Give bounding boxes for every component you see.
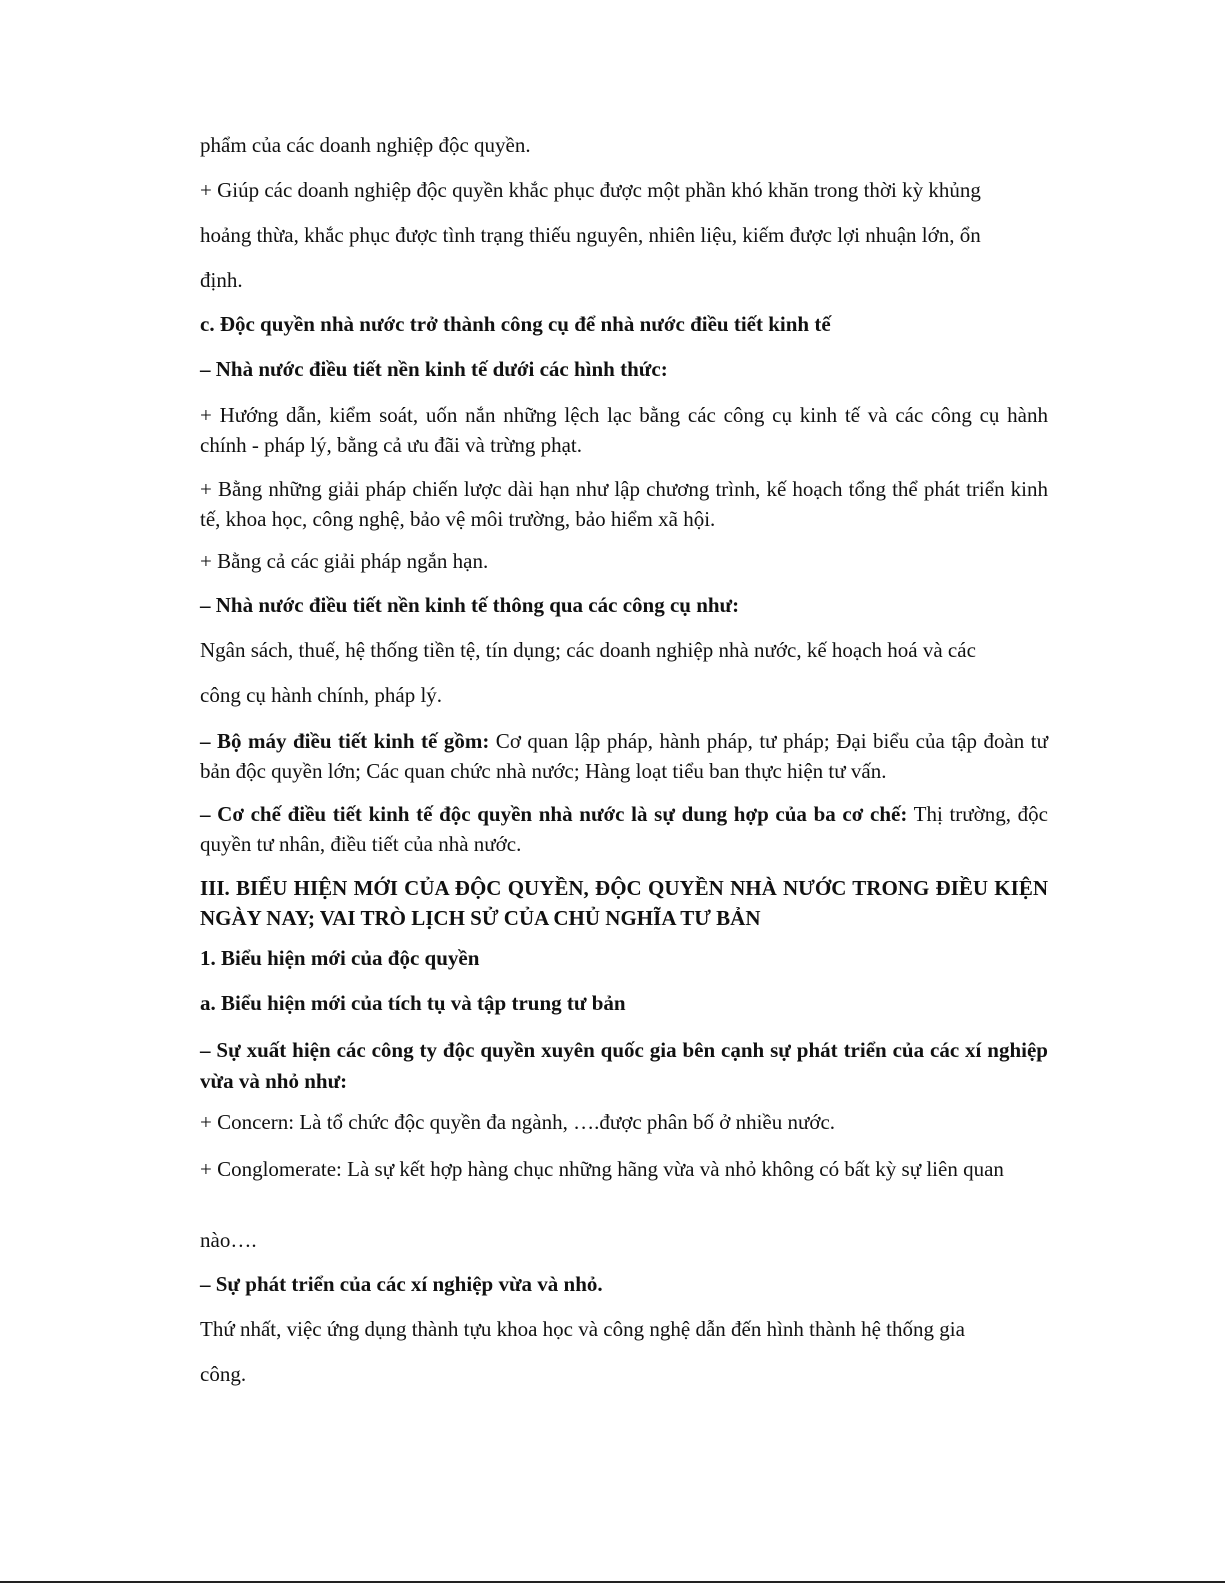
subsection-heading: – Nhà nước điều tiết nền kinh tế thông qua các công cụ như: (200, 593, 740, 617)
paragraph-text: hoảng thừa, khắc phục được tình trạng thiếu nguyên, nhiên liệu, kiếm được lợi nhuận lớn, ổn (200, 223, 981, 247)
apparatus-text: Cơ quan lập pháp, hành pháp, tư pháp; Đại biểu của tập đoàn tư bản độc quyền lớn; Các quan chức nhà nước; Hàng loạt tiểu ban thực hiện tư vấn. (200, 729, 1049, 783)
paragraph-text: + Bằng cả các giải pháp ngắn hạn. (200, 549, 489, 573)
section-heading: a. Biểu hiện mới của tích tụ và tập trung tư bản (200, 991, 626, 1015)
paragraph-text: + Concern: Là tổ chức độc quyền đa ngành, ….được phân bố ở nhiều nước. (200, 1110, 836, 1134)
paragraph-text: nào…. (200, 1228, 257, 1252)
paragraph-text: định. (200, 268, 243, 292)
paragraph-text: công. (200, 1362, 247, 1386)
subsection-heading: – Sự phát triển của các xí nghiệp vừa và nhỏ. (200, 1272, 603, 1296)
subsection-heading: – Sự xuất hiện các công ty độc quyền xuyên quốc gia bên cạnh sự phát triển của các xí nghiệp vừa và nhỏ như: (200, 1038, 1048, 1093)
paragraph-text: + Hướng dẫn, kiểm soát, uốn nắn những lệch lạc bằng các công cụ kinh tế và các công cụ hành chính - pháp lý, bằng cả ưu đãi và trừng phạt. (200, 403, 1048, 457)
paragraph-text: phẩm của các doanh nghiệp độc quyền. (200, 133, 531, 157)
section-heading: c. Độc quyền nhà nước trở thành công cụ để nhà nước điều tiết kinh tế (200, 312, 831, 336)
paragraph-text: công cụ hành chính, pháp lý. (200, 683, 443, 707)
paragraph-text: + Conglomerate: Là sự kết hợp hàng chục những hãng vừa và nhỏ không có bất kỳ sự liên quan (200, 1157, 1004, 1181)
mechanism-label: – Cơ chế điều tiết kinh tế độc quyền nhà nước là sự dung hợp của ba cơ chế: (200, 802, 908, 826)
paragraph-text: Thứ nhất, việc ứng dụng thành tựu khoa học và công nghệ dẫn đến hình thành hệ thống gia (200, 1317, 965, 1341)
paragraph-mechanism (200, 799, 1048, 859)
apparatus-label: – Bộ máy điều tiết kinh tế gồm: (200, 729, 490, 753)
paragraph-text: + Giúp các doanh nghiệp độc quyền khắc phục được một phần khó khăn trong thời kỳ khủng (200, 178, 981, 202)
chapter-heading: III. BIỂU HIỆN MỚI CỦA ĐỘC QUYỀN, ĐỘC QUYỀN NHÀ NƯỚC TRONG ĐIỀU KIỆN NGÀY NAY; VAI TRÒ LỊCH SỬ CỦA CHỦ NGHĨA TƯ BẢN (200, 876, 1048, 930)
section-heading: 1. Biểu hiện mới của độc quyền (200, 946, 480, 970)
page-bottom-rule (0, 1581, 1225, 1583)
subsection-heading: – Nhà nước điều tiết nền kinh tế dưới các hình thức: (200, 357, 668, 381)
paragraph-text: + Bằng những giải pháp chiến lược dài hạn như lập chương trình, kế hoạch tổng thể phát triển kinh tế, khoa học, công nghệ, bảo vệ môi trường, bảo hiểm xã hội. (200, 477, 1048, 531)
paragraph-text: Ngân sách, thuế, hệ thống tiền tệ, tín dụng; các doanh nghiệp nhà nước, kế hoạch hoá và các (200, 638, 976, 662)
paragraph-apparatus (200, 726, 1048, 786)
mechanism-text: Thị trường, độc quyền tư nhân, điều tiết của nhà nước. (200, 802, 1048, 856)
